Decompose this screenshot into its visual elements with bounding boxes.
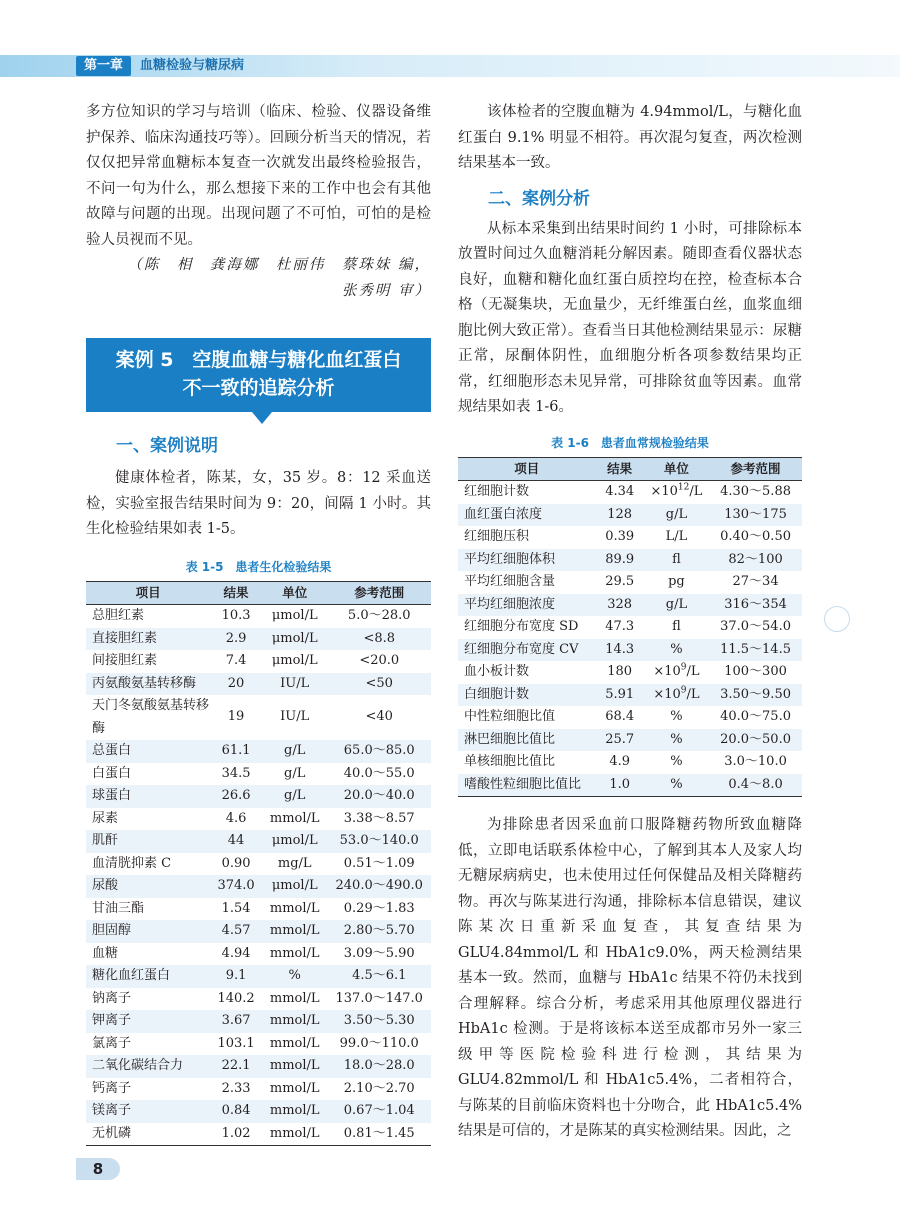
table-cell: 4.57	[210, 920, 262, 943]
left-column	[86, 100, 431, 1146]
unit-cell	[644, 729, 709, 752]
table-cell: 61.1	[210, 740, 262, 763]
table-cell: 3.50～9.50	[709, 684, 802, 707]
table-cell: 白蛋白	[92, 765, 132, 781]
unit-cell	[644, 481, 709, 504]
table-cell: 19	[227, 709, 245, 725]
unit-base: ×10	[650, 484, 678, 499]
unit-cell	[644, 549, 709, 572]
table-cell: 血红蛋白浓度	[458, 504, 596, 527]
unit-cell	[644, 526, 709, 549]
table-cell: 中性粒细胞比值	[464, 709, 556, 724]
table-cell: mmol/L	[262, 1055, 328, 1078]
table-cell: 14.3	[596, 639, 644, 662]
table-cell: mg/L	[277, 855, 312, 871]
table-cell: 1.0	[596, 774, 644, 797]
case-banner	[86, 338, 431, 412]
page-number: 8	[76, 1158, 120, 1180]
table-cell: mmol/L	[262, 1123, 328, 1146]
table-cell: 间接胆红素	[92, 653, 158, 668]
table-cell: μmol/L	[271, 608, 318, 623]
table-row	[86, 1100, 431, 1123]
unit-base: L/L	[665, 529, 688, 544]
table-cell: 3.50～5.30	[327, 1010, 431, 1033]
table-row	[86, 988, 431, 1011]
table-row	[86, 695, 431, 740]
table-row	[86, 650, 431, 673]
table-cell: mmol/L	[269, 1080, 320, 1096]
unit-cell	[644, 751, 709, 774]
table-header-cell: 单位	[262, 581, 328, 605]
table-row	[458, 481, 802, 504]
unit-cell	[644, 774, 709, 797]
table-cell: 240.0～490.0	[327, 875, 431, 898]
table-cell: 82～100	[709, 549, 802, 572]
case-title-line2: 不一致的追踪分析	[182, 377, 335, 399]
table-cell: 胆固醇	[86, 920, 210, 943]
blood-routine-table	[458, 457, 802, 798]
table-cell: 140.2	[217, 990, 255, 1006]
table-cell: 1.54	[221, 900, 251, 916]
table-row	[86, 1078, 431, 1101]
table-cell: 3.38～8.57	[343, 810, 415, 826]
table-cell: 0.29～1.83	[343, 900, 415, 916]
table-cell: 嗜酸性粒细胞比值比	[458, 774, 596, 797]
table-cell: mmol/L	[262, 920, 328, 943]
table-header-cell: 项目	[86, 581, 210, 605]
table-row	[458, 729, 802, 752]
unit-base: %	[670, 754, 683, 769]
unit-cell	[644, 504, 709, 527]
table-header-cell: 单位	[644, 457, 709, 481]
table-cell: 钾离子	[86, 1010, 210, 1033]
table-cell: 25.7	[596, 729, 644, 752]
table-cell: 4.94	[221, 945, 251, 961]
table-cell: 4.34	[605, 484, 635, 499]
table-row	[86, 1055, 431, 1078]
table-row	[458, 504, 802, 527]
table-cell: 3.0～10.0	[724, 754, 787, 769]
table-cell: 平均红细胞体积	[458, 549, 596, 572]
table-cell: 37.0～54.0	[720, 619, 791, 634]
table-row	[86, 830, 431, 853]
table-row	[86, 1123, 431, 1146]
table-cell: 53.0～140.0	[327, 830, 431, 853]
table-cell: μmol/L	[262, 628, 328, 651]
table-cell: 180	[607, 664, 633, 679]
table-cell: 钙离子	[92, 1080, 132, 1096]
table-row	[458, 526, 802, 549]
credit-authors: （陈 相 龚海娜 杜丽伟 蔡珠妹 编，	[127, 257, 431, 273]
table-row	[86, 673, 431, 696]
table-cell: 2.9	[210, 628, 262, 651]
unit-suffix: /L	[686, 664, 700, 679]
unit-base: %	[670, 641, 683, 657]
paragraph-fasting-glucose: 该体检者的空腹血糖为 4.94mmol/L，与糖化血红蛋白 9.1% 明显不相符。再次混匀复查，两次检测结果基本一致。	[458, 104, 802, 171]
table-row	[458, 706, 802, 729]
table-cell: 3.67	[210, 1010, 262, 1033]
table-cell: 68.4	[605, 709, 635, 724]
table-cell: mmol/L	[262, 1100, 328, 1123]
section-heading-case-description: 一、案例说明	[116, 436, 218, 456]
unit-cell	[644, 616, 709, 639]
table-header-cell: 项目	[458, 457, 596, 481]
paragraph-followup: 为排除患者因采血前口服降糖药物所致血糖降低，立即电话联系体检中心，了解到其本人及家人均无糖尿病病史，也未使用过任何保健品及相关降糖药物。再次与陈某进行沟通，排除标本信息错误，建议陈某次日重新采血复查，其复查结果为 GLU4.84mmol/L 和 HbA1c9.0%，两天检测结果基本一致。然而，血糖与 HbA1c 结果不符仍未找到合理解释。综合分析，考虑采用其他原理仪器进行 HbA1c 检测。于是将该标本送至成都市另外一家三级甲等医院检验科进行检测，其结果为 GLU4.82mmol/L 和 HbA1c5.4%，二者相符合，与陈某的目前临床资料也十分吻合，此 HbA1c5.4% 结果是可信的，才是陈某的真实检测结果。因此，之	[458, 817, 802, 1139]
table-row	[86, 1010, 431, 1033]
unit-cell	[644, 684, 709, 707]
chapter-label: 第一章	[76, 56, 131, 76]
table-row	[458, 661, 802, 684]
side-mark-icon	[824, 606, 850, 632]
table-cell: 肌酐	[86, 830, 210, 853]
unit-base: ×10	[653, 686, 681, 702]
table-cell: 128	[596, 504, 644, 527]
table-row	[86, 808, 431, 831]
table-row	[458, 774, 802, 797]
unit-base: ×10	[653, 664, 681, 679]
table-cell: 10.3	[221, 608, 251, 623]
table-cell: 总蛋白	[86, 740, 210, 763]
table-cell: 甘油三酯	[92, 900, 145, 916]
banner-pointer	[252, 412, 272, 424]
unit-base: pg	[668, 574, 685, 589]
right-column	[458, 100, 802, 1145]
table-cell: 天门冬氨酸氨基转移酶	[92, 698, 210, 736]
table-cell: 4.6	[225, 810, 247, 826]
unit-base: g/L	[665, 506, 688, 522]
table-cell: 29.5	[605, 574, 635, 589]
table-cell: 总胆红素	[92, 608, 145, 623]
table-cell: IU/L	[280, 709, 310, 725]
chapter-title: 血糖检验与糖尿病	[140, 58, 245, 73]
paragraph-analysis: 从标本采集到出结果时间约 1 小时，可排除标本放置时间过久血糖消耗分解因素。随即查看仪器状态良好，血糖和糖化血红蛋白质控均在控，检查标本合格（无凝集块，无血量少，无纤维蛋白丝，血浆血细胞比例大致正常）。查看当日其他检测结果显示：尿糖正常，尿酮体阴性，血细胞分析各项参数结果均正常，红细胞形态未见异常，可排除贫血等因素。血常规结果如表 1-6。	[458, 220, 802, 415]
table-cell: 0.39	[605, 529, 635, 544]
table-cell: 11.5～14.5	[709, 639, 802, 662]
table-header-cell: 参考范围	[327, 581, 431, 605]
table-cell: <8.8	[327, 628, 431, 651]
unit-cell	[644, 639, 709, 662]
table-cell: 4.9	[609, 754, 631, 769]
credit-reviewer: 张秀明 审）	[341, 282, 431, 299]
unit-suffix: /L	[689, 484, 703, 499]
table-cell: μmol/L	[262, 875, 328, 898]
table-cell: 137.0～147.0	[335, 990, 423, 1006]
table-header-cell: 结果	[210, 581, 262, 605]
table-cell: 二氧化碳结合力	[86, 1055, 210, 1078]
table-row	[86, 763, 431, 786]
table-cell: 0.51～1.09	[343, 855, 415, 871]
table-row	[458, 571, 802, 594]
table-cell: 5.91	[596, 684, 644, 707]
table-cell: 0.90	[221, 855, 251, 871]
table-cell: 平均红细胞浓度	[458, 594, 596, 617]
table-row	[86, 628, 431, 651]
table-row	[86, 920, 431, 943]
table-cell: μmol/L	[262, 830, 328, 853]
table-cell: 1.02	[210, 1123, 262, 1146]
unit-base: fl	[672, 551, 681, 567]
table-cell: 糖化血红蛋白	[86, 965, 210, 988]
table-cell: 7.4	[225, 653, 247, 668]
table-cell: 单核细胞比值比	[464, 754, 556, 769]
table-cell: 316～354	[709, 594, 802, 617]
table-cell: mmol/L	[269, 1035, 320, 1051]
table-cell: 22.1	[210, 1055, 262, 1078]
table-cell: 100～300	[724, 664, 787, 679]
unit-cell	[644, 661, 709, 684]
table-cell: <40	[365, 709, 393, 725]
table-row	[458, 549, 802, 572]
table-row	[458, 616, 802, 639]
table-cell: 40.0～75.0	[720, 709, 791, 724]
table-cell: 血小板计数	[464, 664, 530, 679]
table-row	[86, 875, 431, 898]
unit-base: %	[670, 709, 683, 724]
table-row	[86, 785, 431, 808]
table-cell: 镁离子	[86, 1100, 210, 1123]
table-cell: mmol/L	[269, 990, 320, 1006]
table-cell: 白细胞计数	[458, 684, 596, 707]
table-row	[86, 853, 431, 876]
unit-base: g/L	[665, 596, 688, 612]
table-cell: mmol/L	[269, 810, 320, 826]
table-cell: 9.1	[210, 965, 262, 988]
paragraph-intro: 多方位知识的学习与培训（临床、检验、仪器设备维护保养、临床沟通技巧等）。回顾分析当天的情况，若仅仅把异常血糖标本复查一次就发出最终检验报告，不问一句为什么，那么想接下来的工作中也会有其他故障与问题的出现。出现问题了不可怕，可怕的是检验人员视而不见。	[86, 104, 431, 248]
table-caption-1-5: 表 1-5 患者生化检验结果	[185, 559, 332, 574]
table-cell: 淋巴细胞比值比	[458, 729, 596, 752]
table-cell: mmol/L	[262, 1010, 328, 1033]
table-cell: 0.81～1.45	[327, 1123, 431, 1146]
case-title-line1: 案例 5 空腹血糖与糖化血红蛋白	[115, 349, 402, 371]
table-cell: 0.67～1.04	[327, 1100, 431, 1123]
table-cell: 20.0～50.0	[709, 729, 802, 752]
table-row	[458, 684, 802, 707]
table-cell: 红细胞分布宽度 SD	[464, 619, 579, 634]
table-cell: 0.40～0.50	[720, 529, 791, 544]
table-row	[458, 751, 802, 774]
table-cell: 374.0	[210, 875, 262, 898]
table-cell: %	[262, 965, 328, 988]
table-cell: 无机磷	[86, 1123, 210, 1146]
unit-base: %	[670, 776, 683, 792]
table-row	[458, 639, 802, 662]
table-cell: 平均红细胞含量	[464, 574, 556, 589]
table-cell: 尿素	[92, 810, 119, 826]
table-cell: 丙氨酸氨基转移酶	[86, 673, 210, 696]
table-cell: 27～34	[732, 574, 779, 589]
table-cell: 2.10～2.70	[343, 1080, 415, 1096]
table-cell: μmol/L	[271, 653, 318, 668]
unit-cell	[644, 571, 709, 594]
table-cell: 红细胞分布宽度 CV	[458, 639, 596, 662]
table-cell: 20	[210, 673, 262, 696]
table-cell: 2.80～5.70	[327, 920, 431, 943]
table-cell: <20.0	[359, 653, 400, 668]
table-cell: 2.33	[221, 1080, 251, 1096]
table-cell: 5.0～28.0	[347, 608, 411, 623]
table-row	[86, 898, 431, 921]
table-row	[86, 605, 431, 628]
table-cell: 尿酸	[86, 875, 210, 898]
table-cell: 4.5～6.1	[327, 965, 431, 988]
table-cell: 47.3	[605, 619, 635, 634]
table-cell: 红细胞计数	[464, 484, 530, 499]
table-cell: mmol/L	[269, 945, 320, 961]
table-cell: 18.0～28.0	[327, 1055, 431, 1078]
table-cell: IU/L	[262, 673, 328, 696]
table-cell: 血糖	[92, 945, 119, 961]
unit-cell	[644, 594, 709, 617]
table-cell: 钠离子	[92, 990, 132, 1006]
table-cell: g/L	[262, 785, 328, 808]
table-cell: 3.09～5.90	[343, 945, 415, 961]
table-row	[86, 943, 431, 966]
table-header-cell: 结果	[596, 457, 644, 481]
table-cell: 328	[596, 594, 644, 617]
unit-exponent: 9	[680, 685, 687, 696]
unit-exponent: 9	[680, 662, 687, 673]
table-cell: 0.84	[210, 1100, 262, 1123]
table-cell: 20.0～40.0	[327, 785, 431, 808]
table-cell: 103.1	[217, 1035, 255, 1051]
table-cell: 红细胞压积	[464, 529, 530, 544]
table-cell: g/L	[262, 740, 328, 763]
table-cell: 4.30～5.88	[720, 484, 791, 499]
table-cell: 直接胆红素	[86, 628, 210, 651]
table-row	[86, 965, 431, 988]
table-cell: 40.0～55.0	[343, 765, 415, 781]
unit-suffix: /L	[686, 686, 700, 702]
biochem-table	[86, 581, 431, 1147]
header-band	[0, 55, 900, 77]
table-caption-1-6: 表 1-6 患者血常规检验结果	[551, 435, 709, 450]
table-cell: 26.6	[210, 785, 262, 808]
table-cell: 65.0～85.0	[327, 740, 431, 763]
table-row	[86, 1033, 431, 1056]
table-cell: 氯离子	[92, 1035, 132, 1051]
table-cell: 44	[210, 830, 262, 853]
table-cell: g/L	[284, 765, 306, 781]
table-cell: 99.0～110.0	[339, 1035, 419, 1051]
unit-base: fl	[672, 619, 681, 634]
table-cell: 130～175	[709, 504, 802, 527]
table-cell: 球蛋白	[86, 785, 210, 808]
unit-exponent: 12	[677, 482, 690, 493]
table-cell: mmol/L	[269, 900, 320, 916]
table-cell: 89.9	[596, 549, 644, 572]
table-row	[86, 740, 431, 763]
table-cell: <50	[327, 673, 431, 696]
table-cell: 34.5	[221, 765, 251, 781]
table-row	[458, 594, 802, 617]
unit-base: %	[670, 731, 683, 747]
section-heading-case-analysis: 二、案例分析	[488, 188, 590, 209]
table-cell: 血清胱抑素 C	[92, 855, 172, 871]
table-header-cell: 参考范围	[709, 457, 802, 481]
unit-cell	[644, 706, 709, 729]
paragraph-case: 健康体检者，陈某，女，35 岁。8：12 采血送检，实验室报告结果时间为 9：20，间隔 1 小时。其生化检验结果如表 1-5。	[86, 470, 431, 537]
table-cell: 0.4～8.0	[709, 774, 802, 797]
